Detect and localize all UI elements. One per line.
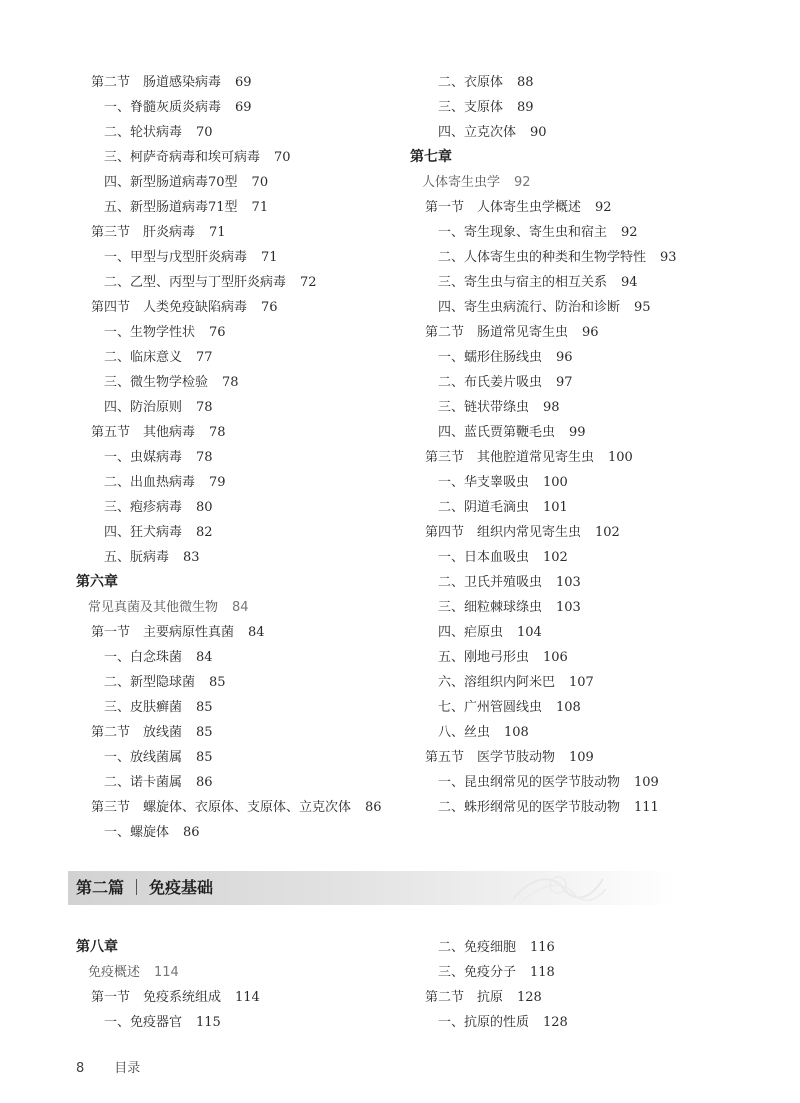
toc-item[interactable] bbox=[410, 295, 677, 320]
toc-item[interactable] bbox=[76, 495, 382, 520]
part-number: 第二篇 bbox=[76, 878, 125, 897]
toc-page-number: 85 bbox=[196, 700, 213, 715]
toc-section[interactable] bbox=[76, 795, 382, 820]
toc-entry-label: 五、新型肠道病毒71型 bbox=[104, 200, 238, 215]
toc-page-number: 76 bbox=[209, 325, 226, 340]
toc-page-number: 115 bbox=[196, 1015, 221, 1030]
toc-entry-label: 二、乙型、丙型与丁型肝炎病毒 bbox=[104, 275, 287, 290]
toc-item[interactable] bbox=[76, 95, 382, 120]
toc-page-number: 104 bbox=[517, 625, 542, 640]
toc-section[interactable] bbox=[410, 745, 677, 770]
toc-entry-label: 七、广州管圆线虫 bbox=[438, 700, 543, 715]
toc-item[interactable] bbox=[76, 120, 382, 145]
toc-chaptitle[interactable] bbox=[76, 960, 260, 985]
toc-item[interactable] bbox=[410, 220, 677, 245]
toc-section[interactable] bbox=[76, 985, 260, 1010]
toc-page-number: 85 bbox=[209, 675, 226, 690]
toc-item[interactable] bbox=[76, 470, 382, 495]
toc-item[interactable] bbox=[410, 395, 677, 420]
toc-entry-label: 三、链状带绦虫 bbox=[438, 400, 530, 415]
toc-page-number: 77 bbox=[196, 350, 213, 365]
toc-item[interactable] bbox=[410, 245, 677, 270]
toc-page-number: 86 bbox=[196, 775, 213, 790]
decorative-swirl-icon bbox=[508, 871, 608, 905]
toc-item[interactable] bbox=[76, 695, 382, 720]
toc-entry-label: 常见真菌及其他微生物 bbox=[88, 600, 219, 615]
toc-page-number: 128 bbox=[517, 990, 542, 1005]
toc-entry-label: 三、皮肤癣菌 bbox=[104, 700, 183, 715]
toc-section[interactable] bbox=[410, 445, 677, 470]
toc-page-number: 80 bbox=[196, 500, 213, 515]
toc-item[interactable] bbox=[410, 345, 677, 370]
toc-item[interactable] bbox=[410, 795, 677, 820]
toc-page-number: 82 bbox=[196, 525, 213, 540]
toc-entry-label: 四、寄生虫病流行、防治和诊断 bbox=[438, 300, 621, 315]
toc-entry-label: 三、寄生虫与宿主的相互关系 bbox=[438, 275, 608, 290]
toc-chapter[interactable] bbox=[76, 570, 382, 595]
toc-page-number: 100 bbox=[543, 475, 568, 490]
toc-page-number: 103 bbox=[556, 575, 581, 590]
toc-item[interactable] bbox=[76, 345, 382, 370]
toc-section[interactable] bbox=[76, 720, 382, 745]
toc-item[interactable] bbox=[76, 670, 382, 695]
toc-page-number: 79 bbox=[209, 475, 226, 490]
toc-entry-label: 第一节 人体寄生虫学概述 bbox=[425, 200, 582, 215]
toc-entry-label: 一、螺旋体 bbox=[104, 825, 170, 840]
toc-page-number: 84 bbox=[196, 650, 213, 665]
toc-item[interactable] bbox=[76, 1010, 260, 1035]
toc-item[interactable] bbox=[410, 70, 677, 95]
toc-page-number: 71 bbox=[261, 250, 278, 265]
toc-item[interactable] bbox=[410, 595, 677, 620]
toc-entry-label: 第二节 放线菌 bbox=[91, 725, 183, 740]
toc-entry-label: 第二节 肠道感染病毒 bbox=[91, 75, 222, 90]
toc-item[interactable] bbox=[410, 545, 677, 570]
toc-entry-label: 第四节 组织内常见寄生虫 bbox=[425, 525, 582, 540]
toc-entry-label: 二、布氏姜片吸虫 bbox=[438, 375, 543, 390]
toc-entry-label: 第七章 bbox=[410, 149, 452, 165]
toc-entry-label: 八、丝虫 bbox=[438, 725, 491, 740]
toc-page-number: 108 bbox=[556, 700, 581, 715]
toc-item[interactable] bbox=[410, 770, 677, 795]
part-separator bbox=[136, 879, 137, 895]
toc-entry-label: 一、生物学性状 bbox=[104, 325, 196, 340]
toc-section[interactable] bbox=[410, 320, 677, 345]
toc-item[interactable] bbox=[410, 420, 677, 445]
toc-section[interactable] bbox=[76, 220, 382, 245]
toc-page-number: 106 bbox=[543, 650, 568, 665]
toc-page-number: 118 bbox=[530, 965, 555, 980]
toc-page-number: 93 bbox=[660, 250, 677, 265]
toc-item[interactable] bbox=[76, 520, 382, 545]
part-name: 免疫基础 bbox=[149, 878, 214, 897]
toc-item[interactable] bbox=[76, 270, 382, 295]
toc-item[interactable] bbox=[76, 645, 382, 670]
toc-item[interactable] bbox=[76, 820, 382, 845]
toc-page-number: 69 bbox=[235, 75, 252, 90]
toc-item[interactable] bbox=[410, 495, 677, 520]
toc-entry-label: 第六章 bbox=[76, 574, 118, 590]
toc-item[interactable] bbox=[410, 670, 677, 695]
toc-entry-label: 三、微生物学检验 bbox=[104, 375, 209, 390]
toc-section[interactable] bbox=[76, 70, 382, 95]
toc-page-number: 70 bbox=[196, 125, 213, 140]
toc-page-number: 128 bbox=[543, 1015, 568, 1030]
toc-item[interactable] bbox=[410, 270, 677, 295]
toc-item[interactable] bbox=[76, 395, 382, 420]
toc-entry-label: 第八章 bbox=[76, 939, 118, 955]
toc-page-number: 84 bbox=[248, 625, 265, 640]
toc-item[interactable] bbox=[76, 545, 382, 570]
toc-page-number: 95 bbox=[634, 300, 651, 315]
part-header-bar bbox=[68, 871, 678, 905]
toc-entry-label: 三、免疫分子 bbox=[438, 965, 517, 980]
toc-page-number: 109 bbox=[634, 775, 659, 790]
toc-page-number: 72 bbox=[300, 275, 317, 290]
toc-entry-label: 一、日本血吸虫 bbox=[438, 550, 530, 565]
toc-entry-label: 二、蛛形纲常见的医学节肢动物 bbox=[438, 800, 621, 815]
toc-entry-label: 五、朊病毒 bbox=[104, 550, 170, 565]
toc-page-number: 99 bbox=[569, 425, 586, 440]
toc-entry-label: 人体寄生虫学 bbox=[422, 175, 501, 190]
toc-entry-label: 第一节 免疫系统组成 bbox=[91, 990, 222, 1005]
toc-entry-label: 三、支原体 bbox=[438, 100, 504, 115]
toc-entry-label: 三、细粒棘球绦虫 bbox=[438, 600, 543, 615]
footer-page-number: 8 bbox=[76, 1061, 85, 1076]
toc-entry-label: 三、柯萨奇病毒和埃可病毒 bbox=[104, 150, 261, 165]
toc-entry-label: 一、虫媒病毒 bbox=[104, 450, 183, 465]
toc-entry-label: 二、人体寄生虫的种类和生物学特性 bbox=[438, 250, 647, 265]
toc-section[interactable] bbox=[410, 520, 677, 545]
toc-entry-label: 四、立克次体 bbox=[438, 125, 517, 140]
toc-entry-label: 一、白念珠菌 bbox=[104, 650, 183, 665]
toc-entry-label: 二、免疫细胞 bbox=[438, 940, 517, 955]
toc-entry-label: 第四节 人类免疫缺陷病毒 bbox=[91, 300, 248, 315]
toc-page-number: 86 bbox=[183, 825, 200, 840]
toc-entry-label: 二、卫氏并殖吸虫 bbox=[438, 575, 543, 590]
toc-entry-label: 四、疟原虫 bbox=[438, 625, 504, 640]
toc-page-number: 102 bbox=[595, 525, 620, 540]
toc-page-number: 114 bbox=[154, 965, 179, 980]
toc-item[interactable] bbox=[410, 935, 568, 960]
toc-entry-label: 第五节 其他病毒 bbox=[91, 425, 196, 440]
toc-page-number: 69 bbox=[235, 100, 252, 115]
toc-item[interactable] bbox=[76, 320, 382, 345]
toc-entry-label: 四、新型肠道病毒70型 bbox=[104, 175, 238, 190]
toc-entry-label: 二、临床意义 bbox=[104, 350, 183, 365]
toc-item[interactable] bbox=[76, 745, 382, 770]
toc-page-number: 107 bbox=[569, 675, 594, 690]
toc-page-number: 96 bbox=[582, 325, 599, 340]
toc-column-top-right bbox=[410, 70, 677, 820]
toc-entry-label: 二、阴道毛滴虫 bbox=[438, 500, 530, 515]
toc-item[interactable] bbox=[410, 470, 677, 495]
toc-page-number: 100 bbox=[608, 450, 633, 465]
toc-entry-label: 一、蠕形住肠线虫 bbox=[438, 350, 543, 365]
toc-page-number: 109 bbox=[569, 750, 594, 765]
toc-page-number: 71 bbox=[251, 200, 269, 215]
toc-page-number: 85 bbox=[196, 725, 213, 740]
toc-entry-label: 免疫概述 bbox=[88, 965, 141, 980]
toc-column-bottom-right bbox=[410, 935, 568, 1035]
toc-section[interactable] bbox=[76, 620, 382, 645]
toc-page-number: 98 bbox=[543, 400, 560, 415]
toc-entry-label: 四、蓝氏贾第鞭毛虫 bbox=[438, 425, 556, 440]
toc-page-number: 78 bbox=[196, 400, 213, 415]
toc-page-number: 94 bbox=[621, 275, 638, 290]
toc-page-number: 89 bbox=[517, 100, 534, 115]
toc-entry-label: 第三节 肝炎病毒 bbox=[91, 225, 196, 240]
toc-entry-label: 二、新型隐球菌 bbox=[104, 675, 196, 690]
toc-item[interactable] bbox=[410, 570, 677, 595]
toc-page-number: 78 bbox=[222, 375, 239, 390]
toc-page-number: 71 bbox=[209, 225, 226, 240]
toc-entry-label: 一、放线菌属 bbox=[104, 750, 183, 765]
toc-entry-label: 第二节 肠道常见寄生虫 bbox=[425, 325, 569, 340]
toc-page-number: 76 bbox=[261, 300, 278, 315]
toc-entry-label: 一、甲型与戊型肝炎病毒 bbox=[104, 250, 248, 265]
toc-item[interactable] bbox=[410, 720, 677, 745]
toc-column-bottom-left bbox=[76, 935, 260, 1035]
toc-page-number: 101 bbox=[543, 500, 568, 515]
toc-entry-label: 二、衣原体 bbox=[438, 75, 504, 90]
toc-section[interactable] bbox=[410, 985, 568, 1010]
toc-page-number: 92 bbox=[514, 175, 531, 190]
toc-item[interactable] bbox=[410, 120, 677, 145]
toc-item[interactable] bbox=[410, 370, 677, 395]
toc-item[interactable] bbox=[410, 695, 677, 720]
toc-page-number: 102 bbox=[543, 550, 568, 565]
toc-entry-label: 第五节 医学节肢动物 bbox=[425, 750, 556, 765]
part-title bbox=[76, 871, 213, 905]
toc-page-number: 84 bbox=[232, 600, 249, 615]
toc-item[interactable] bbox=[76, 170, 382, 195]
toc-page-number: 90 bbox=[530, 125, 547, 140]
toc-entry-label: 五、刚地弓形虫 bbox=[438, 650, 530, 665]
toc-page-number: 103 bbox=[556, 600, 581, 615]
toc-page-number: 96 bbox=[556, 350, 573, 365]
toc-item[interactable] bbox=[410, 95, 677, 120]
toc-page-number: 70 bbox=[251, 175, 269, 190]
toc-chapter[interactable] bbox=[76, 935, 260, 960]
toc-item[interactable] bbox=[410, 620, 677, 645]
toc-item[interactable] bbox=[76, 245, 382, 270]
toc-page-number: 88 bbox=[517, 75, 534, 90]
toc-chapter[interactable] bbox=[410, 145, 677, 170]
toc-section[interactable] bbox=[410, 195, 677, 220]
toc-entry-label: 第一节 主要病原性真菌 bbox=[91, 625, 235, 640]
toc-page-number: 97 bbox=[556, 375, 573, 390]
toc-section[interactable] bbox=[76, 420, 382, 445]
toc-chaptitle[interactable] bbox=[410, 170, 677, 195]
toc-item[interactable] bbox=[76, 370, 382, 395]
toc-entry-label: 一、抗原的性质 bbox=[438, 1015, 530, 1030]
toc-page-number: 78 bbox=[196, 450, 213, 465]
toc-item[interactable] bbox=[76, 145, 382, 170]
toc-entry-label: 六、溶组织内阿米巴 bbox=[438, 675, 556, 690]
toc-entry-label: 四、狂犬病毒 bbox=[104, 525, 183, 540]
toc-page-number: 70 bbox=[274, 150, 291, 165]
toc-page-number: 92 bbox=[621, 225, 638, 240]
toc-chaptitle[interactable] bbox=[76, 595, 382, 620]
toc-page-number: 83 bbox=[183, 550, 200, 565]
toc-item[interactable] bbox=[410, 645, 677, 670]
toc-section[interactable] bbox=[76, 295, 382, 320]
toc-item[interactable] bbox=[76, 770, 382, 795]
toc-entry-label: 四、防治原则 bbox=[104, 400, 183, 415]
toc-entry-label: 一、昆虫纲常见的医学节肢动物 bbox=[438, 775, 621, 790]
toc-page-number: 114 bbox=[235, 990, 260, 1005]
toc-item[interactable] bbox=[410, 1010, 568, 1035]
toc-entry-label: 第二节 抗原 bbox=[425, 990, 504, 1005]
toc-entry-label: 一、脊髓灰质炎病毒 bbox=[104, 100, 222, 115]
page-footer bbox=[76, 1057, 140, 1076]
toc-page-number: 108 bbox=[504, 725, 529, 740]
toc-page-number: 111 bbox=[634, 800, 659, 815]
toc-entry-label: 二、诺卡菌属 bbox=[104, 775, 183, 790]
toc-page-number: 86 bbox=[365, 800, 382, 815]
footer-title: 目录 bbox=[114, 1061, 141, 1076]
toc-item[interactable] bbox=[76, 445, 382, 470]
toc-page-number: 78 bbox=[209, 425, 226, 440]
toc-entry-label: 二、出血热病毒 bbox=[104, 475, 196, 490]
toc-entry-label: 一、寄生现象、寄生虫和宿主 bbox=[438, 225, 608, 240]
toc-entry-label: 第三节 其他腔道常见寄生虫 bbox=[425, 450, 595, 465]
toc-entry-label: 一、华支睾吸虫 bbox=[438, 475, 530, 490]
toc-entry-label: 一、免疫器官 bbox=[104, 1015, 183, 1030]
toc-entry-label: 二、轮状病毒 bbox=[104, 125, 183, 140]
toc-item[interactable] bbox=[76, 195, 382, 220]
toc-page-number: 92 bbox=[595, 200, 612, 215]
toc-page-number: 116 bbox=[530, 940, 555, 955]
toc-entry-label: 三、疱疹病毒 bbox=[104, 500, 183, 515]
toc-column-top-left bbox=[76, 70, 382, 845]
toc-entry-label: 第三节 螺旋体、衣原体、支原体、立克次体 bbox=[91, 800, 352, 815]
toc-page-number: 85 bbox=[196, 750, 213, 765]
toc-item[interactable] bbox=[410, 960, 568, 985]
